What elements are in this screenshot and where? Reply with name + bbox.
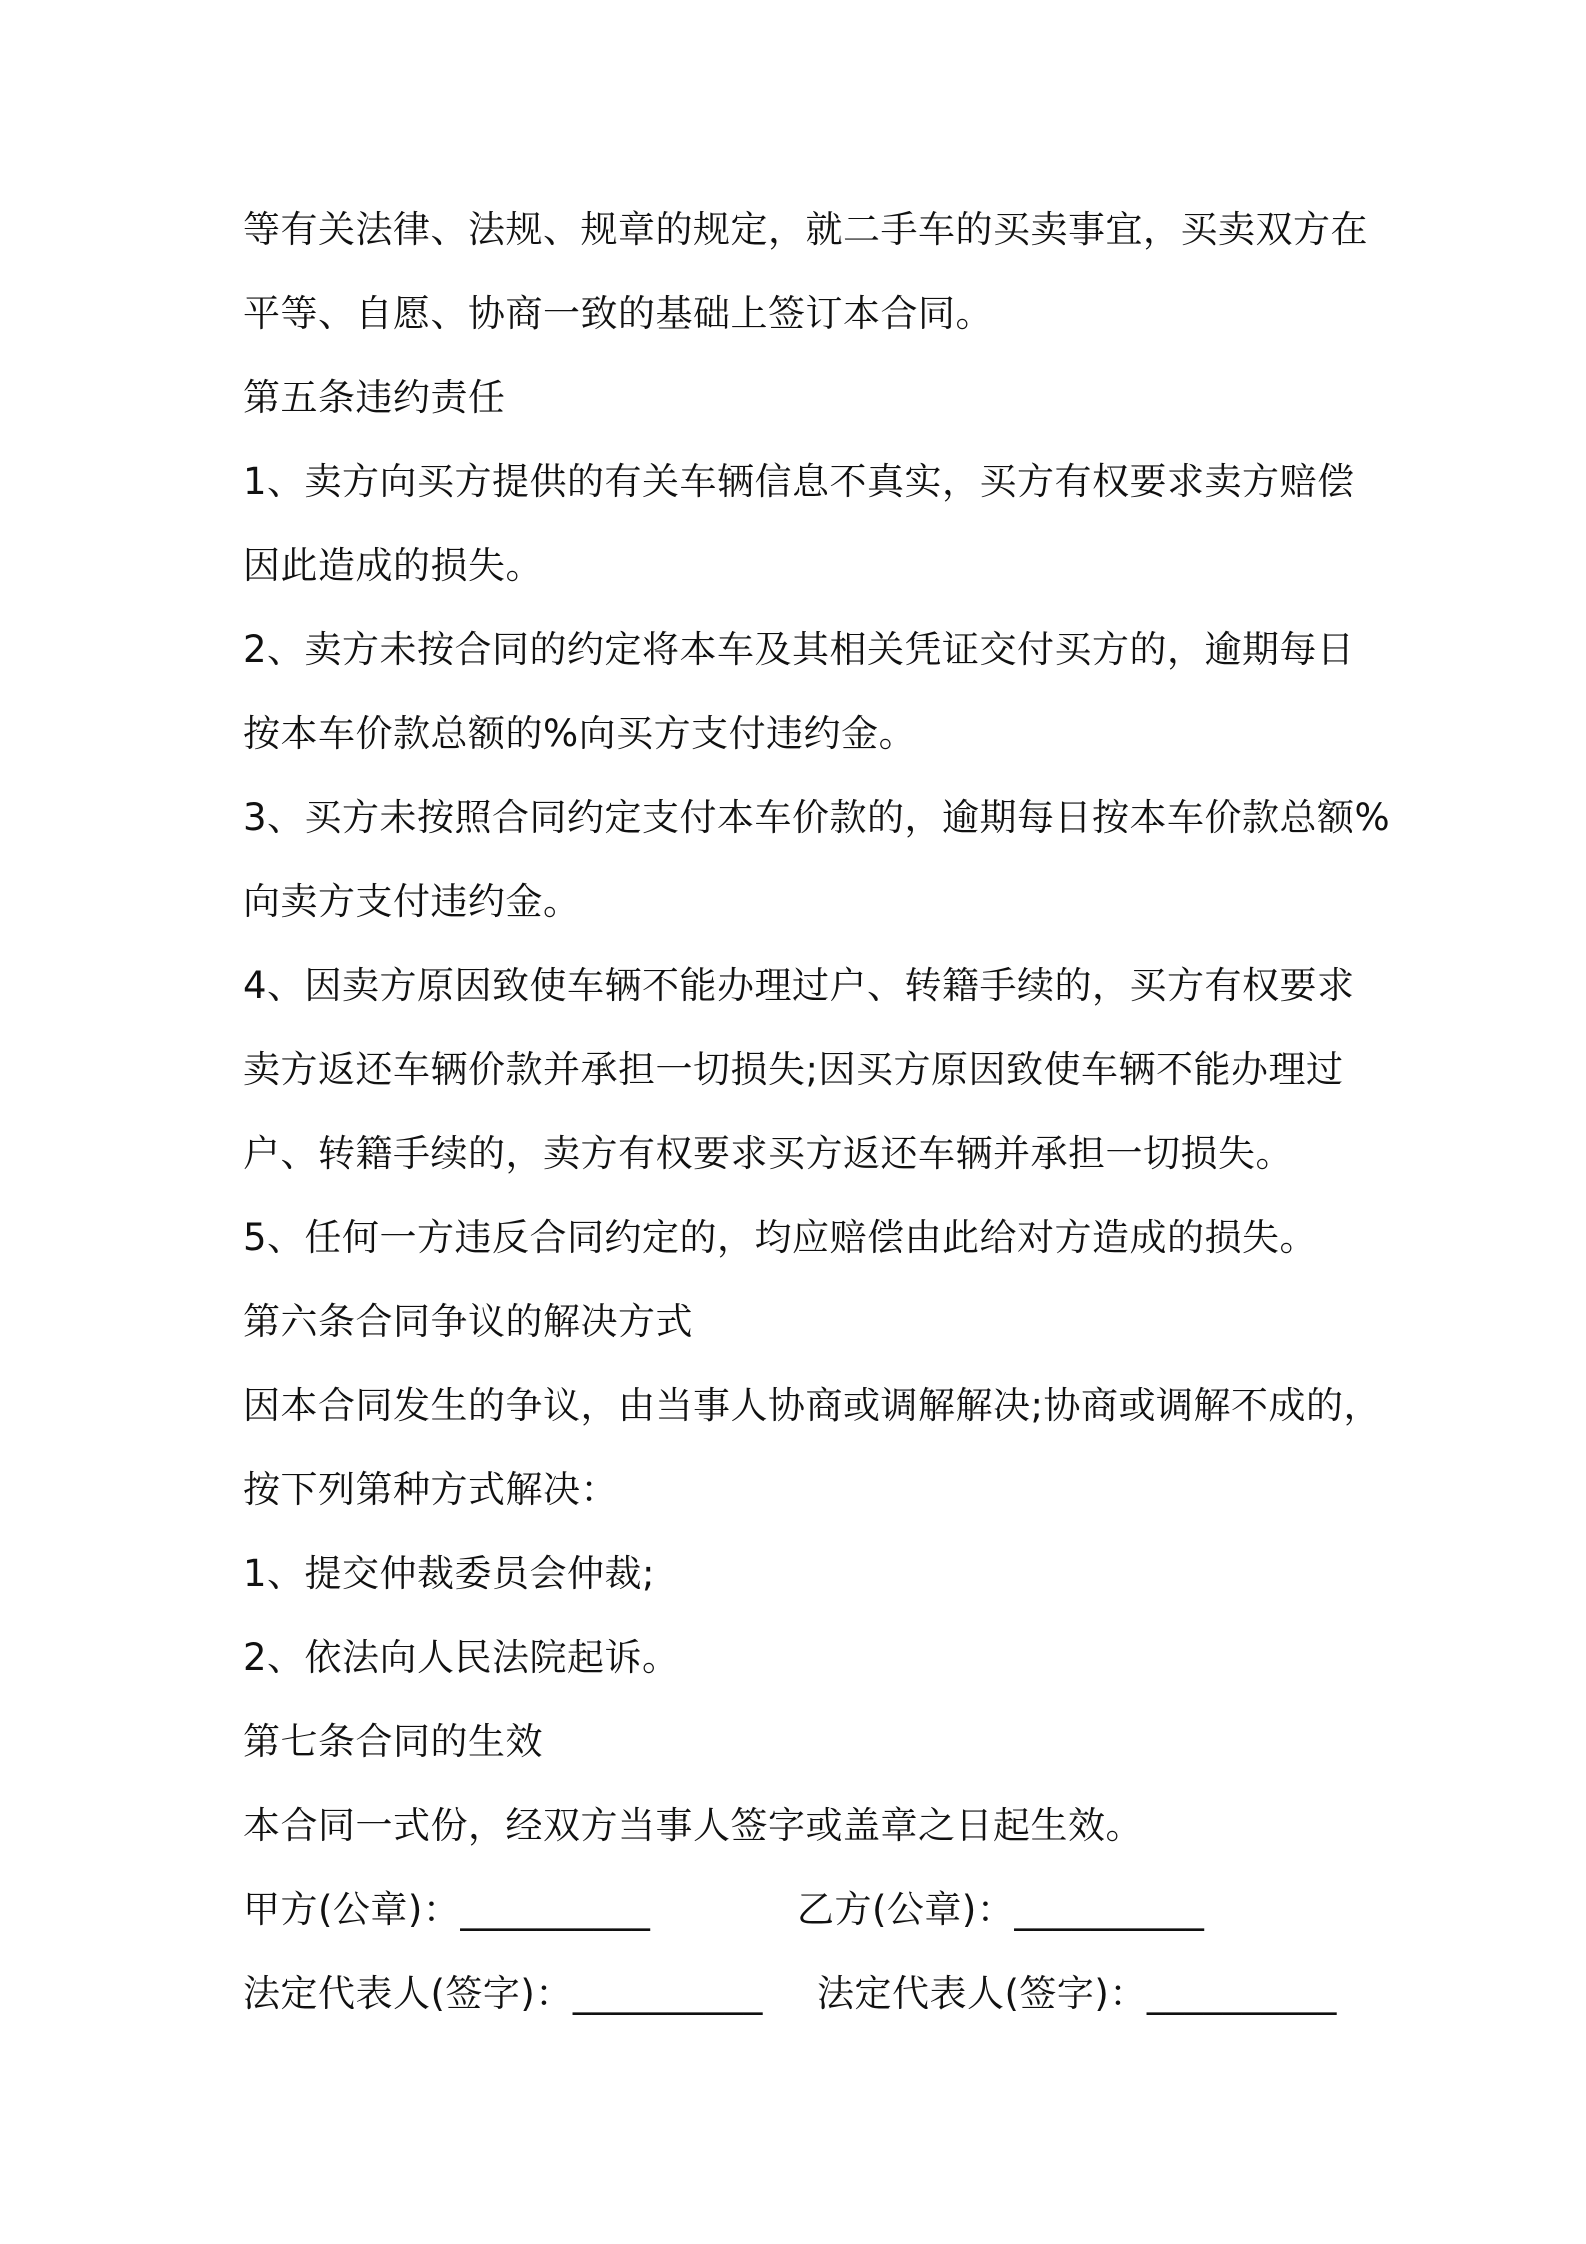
article-5-item-2-line-1: 2、卖方未按合同的约定将本车及其相关凭证交付买方的，逾期每日 xyxy=(243,628,1355,671)
party-b-seal-field: 乙方(公章)：__________ xyxy=(797,1888,1205,1931)
article-5-item-5-line-1: 5、任何一方违反合同约定的，均应赔偿由此给对方造成的损失。 xyxy=(243,1216,1318,1259)
article-5-item-1-line-1: 1、卖方向买方提供的有关车辆信息不真实，买方有权要求卖方赔偿 xyxy=(243,460,1355,503)
article-6-body-line-1: 因本合同发生的争议，由当事人协商或调解解决;协商或调解不成的， xyxy=(243,1384,1381,1427)
article-6-option-1: 1、提交仲裁委员会仲裁; xyxy=(243,1552,656,1595)
party-b-representative-field: 法定代表人(签字)：__________ xyxy=(817,1972,1337,2015)
party-a-representative-field: 法定代表人(签字)：__________ xyxy=(243,1972,763,2015)
article-5-item-4-line-2: 卖方返还车辆价款并承担一切损失;因买方原因致使车辆不能办理过 xyxy=(243,1048,1344,1091)
article-5-item-1-line-2: 因此造成的损失。 xyxy=(243,544,543,587)
article-6-option-2: 2、依法向人民法院起诉。 xyxy=(243,1636,680,1679)
article-6-heading: 第六条合同争议的解决方式 xyxy=(243,1300,693,1343)
intro-line-1: 等有关法律、法规、规章的规定，就二手车的买卖事宜，买卖双方在 xyxy=(243,208,1368,251)
article-5-item-4-line-1: 4、因卖方原因致使车辆不能办理过户、转籍手续的，买方有权要求 xyxy=(243,964,1355,1007)
article-5-item-2-line-2: 按本车价款总额的%向买方支付违约金。 xyxy=(243,712,917,755)
article-5-item-3-line-1: 3、买方未按照合同约定支付本车价款的，逾期每日按本车价款总额% xyxy=(243,796,1391,839)
article-5-item-4-line-3: 户、转籍手续的，卖方有权要求买方返还车辆并承担一切损失。 xyxy=(243,1132,1293,1175)
article-6-body-line-2: 按下列第种方式解决： xyxy=(243,1468,618,1511)
intro-line-2: 平等、自愿、协商一致的基础上签订本合同。 xyxy=(243,292,993,335)
article-7-heading: 第七条合同的生效 xyxy=(243,1720,543,1763)
party-a-seal-field: 甲方(公章)：__________ xyxy=(243,1888,651,1931)
article-7-body: 本合同一式份，经双方当事人签字或盖章之日起生效。 xyxy=(243,1804,1143,1847)
article-5-item-3-line-2: 向卖方支付违约金。 xyxy=(243,880,581,923)
article-5-heading: 第五条违约责任 xyxy=(243,376,506,419)
